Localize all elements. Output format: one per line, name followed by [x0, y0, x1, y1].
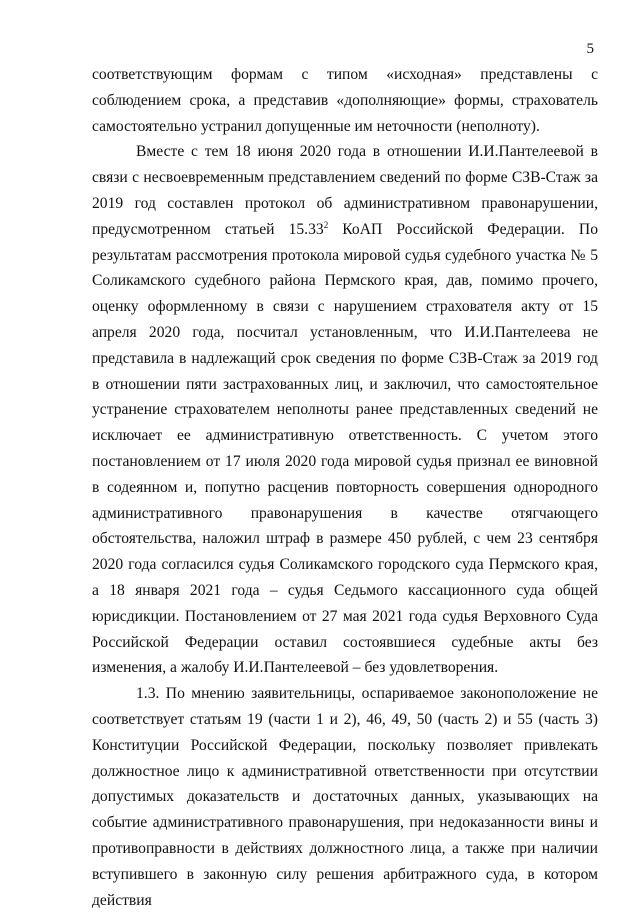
article-superscript: 2: [323, 219, 329, 230]
body-text: [92, 62, 598, 913]
paragraph-protocol-text-2: КоАП Российской Федерации. По результатам рассмотрения протокола мировой судья судебного участка № 5 Соликамского судебного района Пермского края, дав, помимо прочего, оценку оформленному в связи с нарушением страхователя акту от 15 апреля 2020 года, посчитал установленным, что И.И.Пантелеева не представила в надлежащий срок сведения по форме СЗВ-Стаж за 2019 год в отношении пяти застрахованных лиц, и заключил, что самостоятельное устранение страхователем неполноты ранее представленных сведений не исключает ее административную ответственность. С учетом этого постановлением от 17 июля 2020 года мировой судья признал ее виновной в содеянном и, попутно расценив повторность совершения однородного административного правонарушения в качестве отягчающего обстоятельства, наложил штраф в размере 450 рублей, с чем 23 сентября 2020 года согласился судья Соликамского городского суда Пермского края, а 18 января 2021 года – судья Седьмого кассационного суда общей юрисдикции. Постановлением от 27 мая 2021 года судья Верховного Суда Российской Федерации оставил состоявшиеся судебные акты без изменения, а жалобу И.И.Пантелеевой – без удовлетворения.: [92, 220, 598, 677]
paragraph-protocol-text-1: Вместе с тем 18 июня 2020 года в отношении И.И.Пантелеевой в связи с несвоевременным представлением сведений по форме СЗВ-Стаж за 2019 год составлен протокол об административном правонарушении, предусмотренном статьей 15.33: [92, 143, 598, 238]
paragraph-protocol: [92, 139, 598, 681]
page-number: 5: [586, 41, 594, 57]
paragraph-continuation: соответствующим формам с типом «исходная» представлены с соблюдением срока, а представив «дополняющие» формы, страхователь самостоятельно устранил допущенные им неточности (неполноту).: [92, 66, 598, 135]
paragraph-applicant-position: 1.3. По мнению заявительницы, оспариваемое законоположение не соответствует статьям 19 (части 1 и 2), 46, 49, 50 (часть 2) и 55 (часть 3) Конституции Российской Федерации, поскольку позволяет привлекать должностное лицо к административной ответственности при отсутствии допустимых доказательств и достаточных данных, указывающих на событие административного правонарушения, при недоказанности вины и противоправности в действиях должностного лица, а также при наличии вступившего в законную силу решения арбитражного суда, в котором действия: [92, 685, 598, 909]
